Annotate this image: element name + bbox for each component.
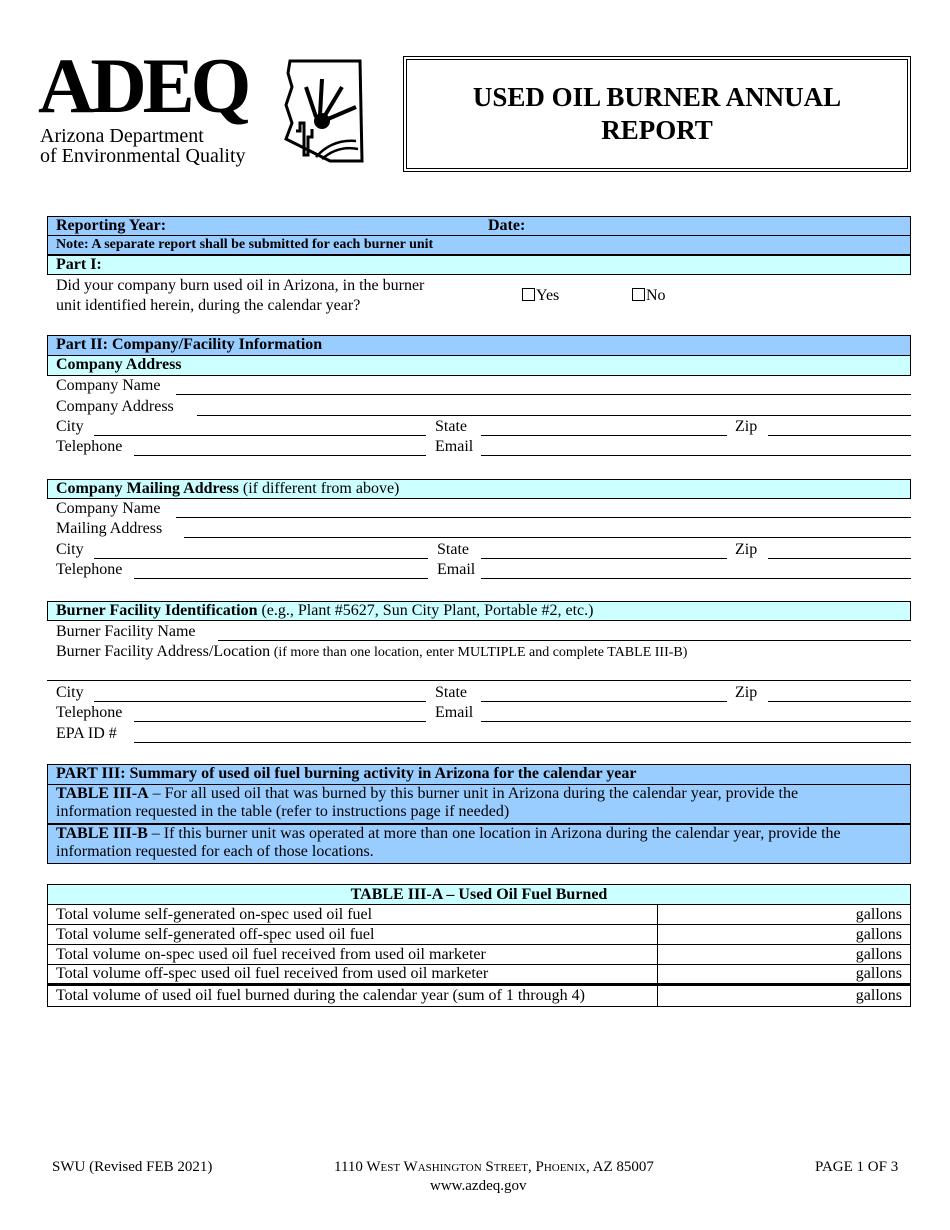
arizona-state-icon [276,57,366,167]
mailing-address-field[interactable] [184,537,911,538]
table-row [48,965,911,985]
mailing-company-name-label: Company Name [56,500,161,517]
table-3a [47,884,911,1007]
table3a-desc-line-2: information requested in the table (refer to instructions page if needed) [56,803,510,820]
burner-facility-band [47,601,911,621]
mailing-telephone-field[interactable] [134,578,428,579]
telephone-label: Telephone [56,438,123,455]
table3b-desc-line-2: information requested for each of those locations. [56,843,374,860]
yes-checkbox-box[interactable] [522,288,535,301]
part1-band: Part I: [47,255,911,275]
zip-label: Zip [735,418,758,435]
mailing-heading-rest: (if different from above) [238,480,400,497]
mailing-zip-field[interactable] [768,558,911,559]
row-gallons-cell[interactable]: gallons [658,945,911,965]
burner-facility-name-field[interactable] [218,640,911,641]
row-label: Total volume self-generated off-spec used oil fuel [48,925,658,945]
form-title-box [403,56,911,172]
form-id: SWU (Revised FEB 2021) [52,1159,213,1175]
table3b-description-band [47,824,911,864]
burner-telephone-field[interactable] [134,721,426,722]
no-checkbox-box[interactable] [632,288,645,301]
part1-question-line-1: Did your company burn used oil in Arizona, in the burner [56,277,425,294]
page-number: PAGE 1 OF 3 [815,1159,899,1175]
form-title-line-2: REPORT [601,115,713,145]
adeq-logo [38,42,368,170]
reporting-year-label: Reporting Year: [56,217,167,234]
logo-line-2: of Environmental Quality [40,145,246,167]
footer-address: 1110 West Washington Street, Phoenix, AZ 85007 [334,1159,654,1175]
mailing-telephone-label: Telephone [56,561,123,578]
mailing-address-band [47,479,911,499]
email-field[interactable] [481,455,911,456]
burner-city-field[interactable] [94,701,426,702]
row-label: Total volume of used oil fuel burned during the calendar year (sum of 1 through 4) [48,985,658,1007]
mailing-email-field[interactable] [481,578,911,579]
date-label: Date: [488,217,526,234]
mailing-city-label: City [56,541,84,558]
epa-id-field[interactable] [134,742,911,743]
reporting-year-band [47,216,911,236]
logo-line-1: Arizona Department [40,125,204,147]
table-row [48,945,911,965]
burner-heading-rest: (e.g., Plant #5627, Sun City Plant, Portable #2, etc.) [257,602,594,619]
part2-band: Part II: Company/Facility Information [47,335,911,356]
mailing-company-name-field[interactable] [176,517,911,518]
burner-email-field[interactable] [481,721,911,722]
form-title-line-1: USED OIL BURNER ANNUAL [472,82,842,112]
telephone-field[interactable] [134,455,426,456]
footer-website: www.azdeq.gov [430,1178,527,1194]
burner-email-label: Email [435,704,474,721]
part3-band: PART III: Summary of used oil fuel burning activity in Arizona for the calendar year [47,764,911,785]
burner-state-field[interactable] [481,701,727,702]
company-address-band: Company Address [47,355,911,376]
company-name-label: Company Name [56,377,161,394]
table-row [48,925,911,945]
mailing-state-label: State [437,541,469,558]
burner-city-label: City [56,684,84,701]
table3a-desc-bold: TABLE III-A [56,785,149,802]
row-gallons-cell[interactable]: gallons [658,985,911,1007]
mailing-email-label: Email [437,561,476,578]
row-label: Total volume on-spec used oil fuel received from used oil marketer [48,945,658,965]
row-label: Total volume self-generated on-spec used oil fuel [48,905,658,925]
burner-heading-bold: Burner Facility Identification [56,602,258,619]
mailing-heading-bold: Company Mailing Address [56,480,239,497]
burner-facility-address-field[interactable] [47,680,911,681]
burner-telephone-label: Telephone [56,704,123,721]
burner-address-text: Burner Facility Address/Location [56,643,271,660]
mailing-city-field[interactable] [94,558,428,559]
city-label: City [56,418,84,435]
row-gallons-cell[interactable]: gallons [658,905,911,925]
burner-address-note: (if more than one location, enter MULTIPLE and complete TABLE III-B) [270,645,688,660]
yes-checkbox[interactable] [522,287,559,305]
burner-facility-address-label [56,643,687,662]
table3b-desc-bold: TABLE III-B [56,825,148,842]
part1-question-line-2: unit identified herein, during the calendar year? [56,297,361,314]
mailing-address-label: Mailing Address [56,520,163,537]
no-label: No [646,287,666,304]
company-name-field[interactable] [176,394,911,395]
burner-zip-field[interactable] [768,701,911,702]
yes-label: Yes [536,287,560,304]
epa-id-label: EPA ID # [56,725,117,742]
burner-facility-name-label: Burner Facility Name [56,623,196,640]
state-field[interactable] [481,435,727,436]
table-row [48,905,911,925]
company-address-label: Company Address [56,398,174,415]
table3a-desc-line-1: – For all used oil that was burned by this burner unit in Arizona during the calendar year, provide the [148,785,799,802]
row-gallons-cell[interactable]: gallons [658,965,911,985]
table3a-description-band [47,784,911,824]
company-address-field[interactable] [197,415,911,416]
logo-letters: ADEQ [38,42,248,129]
table-row-total [48,985,911,1007]
burner-zip-label: Zip [735,684,758,701]
note-band: Note: A separate report shall be submitted for each burner unit [47,235,911,255]
zip-field[interactable] [768,435,911,436]
mailing-zip-label: Zip [735,541,758,558]
burner-state-label: State [435,684,467,701]
no-checkbox[interactable] [632,287,666,305]
table-3a-title: TABLE III-A – Used Oil Fuel Burned [48,885,911,905]
state-label: State [435,418,467,435]
email-label: Email [435,438,474,455]
row-label: Total volume off-spec used oil fuel received from used oil marketer [48,965,658,985]
mailing-state-field[interactable] [481,558,727,559]
table3b-desc-line-1: – If this burner unit was operated at more than one location in Arizona during the calendar year, provide the [147,825,841,842]
row-gallons-cell[interactable]: gallons [658,925,911,945]
city-field[interactable] [94,435,426,436]
